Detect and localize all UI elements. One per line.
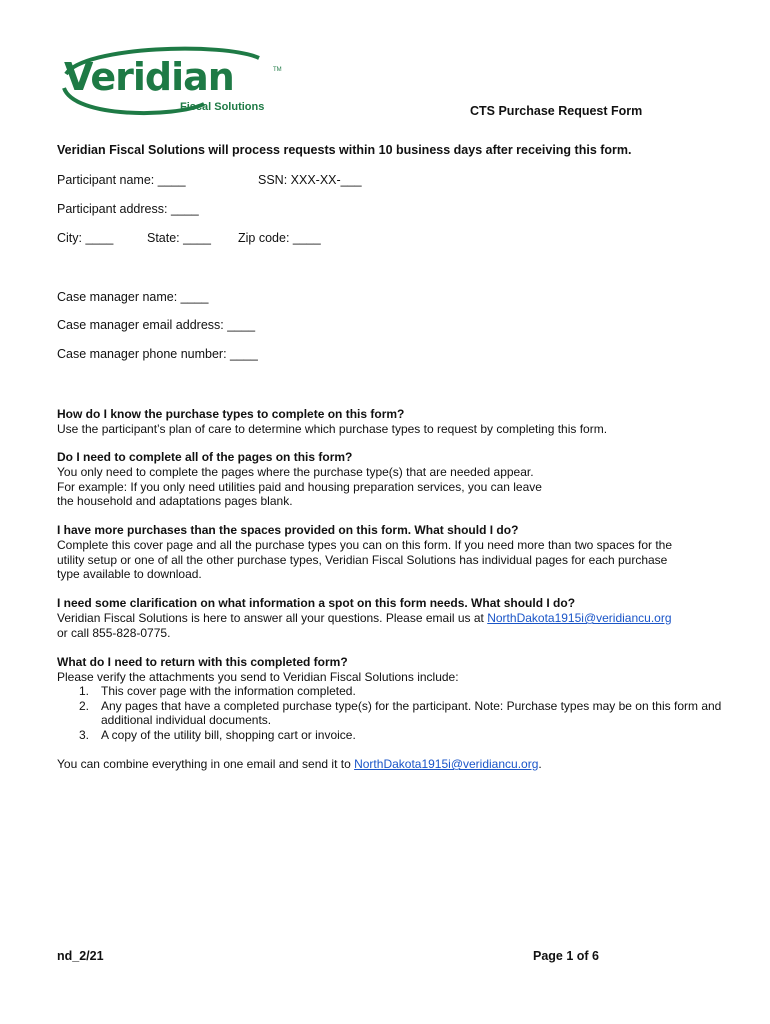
answer-line (57, 757, 717, 772)
faq-answer-more-purchases (57, 538, 717, 582)
list-text: A copy of the utility bill, shopping cart or invoice. (101, 727, 356, 742)
zip-code-field[interactable]: Zip code: ____ (238, 231, 321, 245)
form-title: CTS Purchase Request Form (470, 104, 643, 118)
answer-line (57, 611, 717, 626)
page-number: Page 1 of 6 (533, 949, 599, 963)
faq-answer-all-pages (57, 465, 717, 509)
list-item (57, 699, 761, 728)
list-number: 3. (79, 727, 90, 742)
faq-question-return: What do I need to return with this completed form? (57, 655, 348, 669)
list-item (57, 728, 761, 743)
list-text: This cover page with the information completed. (101, 684, 356, 698)
answer-line: For example: If you only need utilities paid and housing preparation services, you can leave (57, 479, 542, 494)
faq-answer-purchase-types (57, 422, 717, 437)
faq-question-purchase-types: How do I know the purchase types to complete on this form? (57, 407, 405, 421)
processing-notice: Veridian Fiscal Solutions will process requests within 10 business days after receiving this form. (57, 143, 632, 157)
answer-line: or call 855-828-0775. (57, 625, 171, 640)
case-manager-name-field[interactable]: Case manager name: ____ (57, 290, 209, 304)
state-field[interactable]: State: ____ (147, 231, 211, 245)
answer-line: Please verify the attachments you send to Veridian Fiscal Solutions include: (57, 670, 459, 684)
answer-text: Veridian Fiscal Solutions is here to answer all your questions. Please email us at (57, 611, 488, 625)
ssn-field[interactable]: SSN: XXX-XX-___ (258, 173, 362, 187)
city-field[interactable]: City: ____ (57, 231, 114, 245)
closing-text: You can combine everything in one email and send it to (57, 757, 355, 771)
answer-line: utility setup or one of all the other purchase types, Veridian Fiscal Solutions has individual pages for each purchase (57, 552, 668, 567)
faq-question-all-pages: Do I need to complete all of the pages on this form? (57, 450, 353, 464)
list-text: Any pages that have a completed purchase type(s) for the participant. Note: Purchase types may be on this form and additional individual documents. (101, 698, 722, 728)
participant-address-field[interactable]: Participant address: ____ (57, 202, 199, 216)
answer-line: You only need to complete the pages where the purchase type(s) that are needed appear. (57, 465, 534, 479)
faq-question-more-purchases: I have more purchases than the spaces provided on this form. What should I do? (57, 523, 519, 537)
form-version-code: nd_2/21 (57, 949, 104, 963)
veridian-logo (54, 44, 286, 118)
attachments-list (57, 684, 761, 742)
participant-name-field[interactable]: Participant name: ____ (57, 173, 186, 187)
answer-line: type available to download. (57, 567, 202, 582)
answer-line: the household and adaptations pages blank. (57, 494, 293, 509)
faq-answer-clarification (57, 611, 717, 640)
case-manager-phone-field[interactable]: Case manager phone number: ____ (57, 347, 258, 361)
faq-answer-return-intro (57, 670, 717, 685)
answer-line: Use the participant’s plan of care to determine which purchase types to request by completing this form. (57, 422, 608, 436)
case-manager-email-field[interactable]: Case manager email address: ____ (57, 318, 256, 332)
list-item (57, 684, 761, 699)
list-number: 1. (79, 684, 90, 698)
logo-trademark: TM (273, 67, 282, 73)
support-email-link[interactable]: NorthDakota1915i@veridiancu.org (487, 611, 672, 625)
closing-note (57, 757, 717, 772)
logo-wordmark: Veridian (64, 55, 234, 99)
closing-email-link[interactable]: NorthDakota1915i@veridiancu.org (354, 757, 539, 771)
logo-tagline: Fiscal Solutions (180, 101, 265, 113)
list-number: 2. (79, 698, 90, 713)
closing-suffix: . (538, 757, 542, 771)
answer-line: Complete this cover page and all the purchase types you can on this form. If you need more than two spaces for the (57, 538, 673, 552)
faq-question-clarification: I need some clarification on what information a spot on this form needs. What should I do? (57, 596, 576, 610)
